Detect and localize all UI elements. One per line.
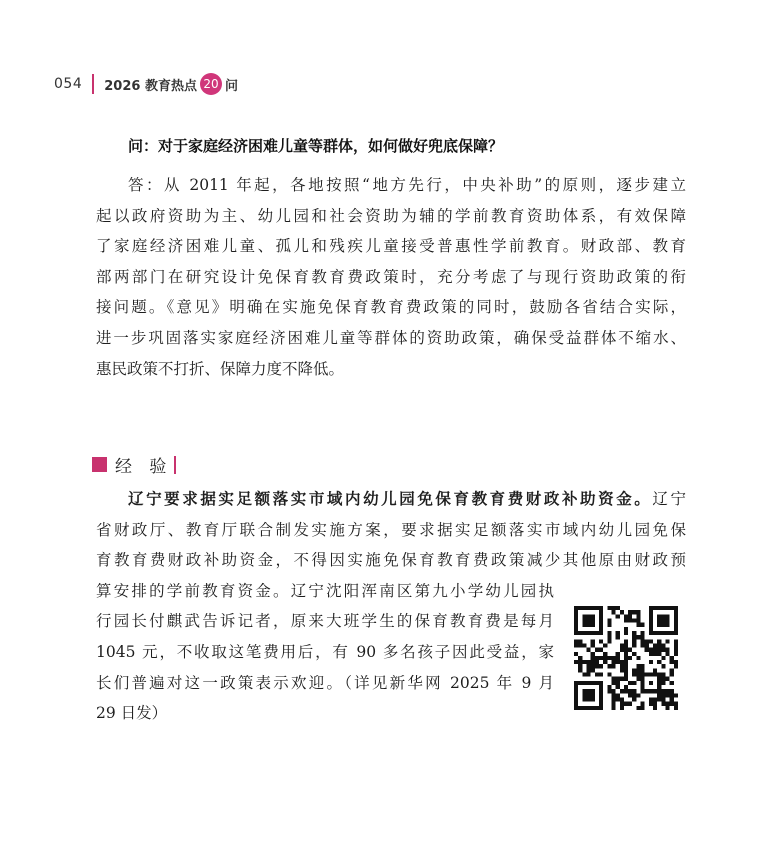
experience-line: 算安排的学前教育资金。辽宁沈阳浑南区第九小学幼儿园执 [96, 581, 554, 600]
running-title-badge: 20 [200, 73, 222, 95]
page-header [54, 72, 238, 96]
section-bar [174, 456, 176, 474]
qr-code-icon[interactable] [574, 606, 678, 710]
experience-line: 长们普遍对这一政策表示欢迎。（详见新华网 2025 年 9 月 [96, 673, 554, 692]
experience-line: 行园长付麒武告诉记者，原来大班学生的保育教育费是每月 [96, 612, 554, 631]
answer-line: 答：从 2011 年起，各地按照“地方先行，中央补助”的原则，逐步建立 [128, 176, 686, 194]
answer-line: 了家庭经济困难儿童、孤儿和残疾儿童接受普惠性学前教育。财政部、教育 [96, 237, 686, 256]
answer-line: 进一步巩固落实家庭经济困难儿童等群体的资助政策，确保受益群体不缩水、 [96, 328, 686, 347]
section-marker-icon [92, 457, 107, 472]
answer-line: 惠民政策不打折、保障力度不降低。 [96, 359, 345, 378]
experience-lead-bold: 辽宁要求据实足额落实市域内幼儿园免保育教育费财政补助资金。 [128, 489, 653, 508]
running-title [104, 73, 238, 95]
header-divider [92, 74, 94, 94]
running-title-prefix: 2026 教育热点 [104, 78, 197, 94]
answer-paragraph [96, 170, 686, 384]
running-title-suffix: 问 [224, 78, 238, 94]
answer-line: 部两部门在研究设计免保育教育费政策时，充分考虑了与现行资助政策的衔 [96, 267, 686, 286]
experience-lead-tail: 辽宁 [652, 490, 686, 508]
experience-line: 省财政厅、教育厅联合制发实施方案，要求据实足额落实市域内幼儿园免保 [96, 520, 686, 539]
experience-line: 育教育费财政补助资金，不得因实施免保育教育费政策减少其他原由财政预 [96, 551, 686, 570]
section-heading-experience [92, 452, 176, 477]
question-heading: 问：对于家庭经济困难儿童等群体，如何做好兜底保障？ [128, 137, 504, 155]
experience-lead-line [96, 484, 686, 515]
answer-line: 接问题。《意见》明确在实施免保育教育费政策的同时，鼓励各省结合实际， [96, 298, 686, 317]
answer-line: 起以政府资助为主、幼儿园和社会资助为辅的学前教育资助体系，有效保障 [96, 206, 686, 225]
experience-line: 29 日发） [96, 704, 168, 723]
page-number: 054 [54, 76, 83, 92]
experience-line: 1045 元，不收取这笔费用后，有 90 多名孩子因此受益，家 [96, 642, 554, 661]
section-label: 经 验 [115, 457, 173, 477]
